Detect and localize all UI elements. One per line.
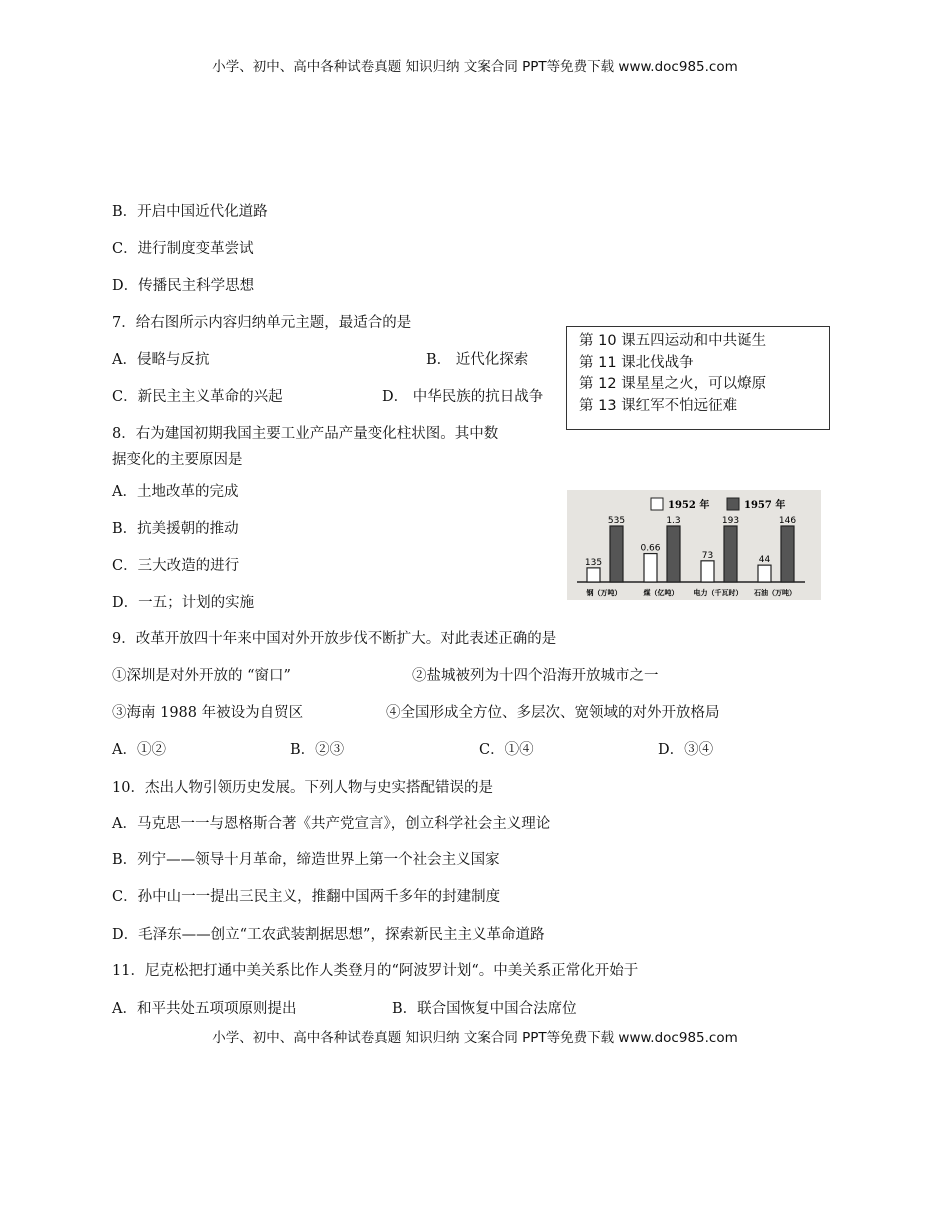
q8-option-d: D．一五；计划的实施	[112, 595, 255, 611]
legend-swatch-1952	[651, 498, 663, 510]
q9-option-a: A．①②	[112, 742, 166, 758]
q9-statement-1: ①深圳是对外开放的 “窗口”	[112, 668, 291, 684]
q11-stem: 11．尼克松把打通中美关系比作人类登月的“阿波罗计划“。中美关系正常化开始于	[112, 963, 639, 979]
legend-swatch-1957	[727, 498, 739, 510]
q6-option-d: D．传播民主科学思想	[112, 278, 255, 294]
q10-option-c: C．孙中山一一提出三民主义，推翻中国两千多年的封建制度	[112, 889, 501, 905]
category-label: 电力（千瓦时）	[693, 589, 743, 597]
lesson-item: 第 11 课北伐战争	[579, 354, 694, 371]
chart-svg	[567, 490, 821, 600]
q9-option-c: C．①④	[479, 742, 534, 758]
q9-option-d: D．③④	[658, 742, 714, 758]
bar-value-label: 73	[701, 550, 714, 561]
bar-1952	[644, 554, 657, 582]
q10-option-d: D．毛泽东——创立“工农武装割据思想”，探索新民主主义革命道路	[112, 927, 545, 943]
page-footer: 小学、初中、高中各种试卷真题 知识归纳 文案合同 PPT等免费下载 www.doc985.com	[212, 1030, 738, 1046]
q10-stem: 10．杰出人物引领历史发展。下列人物与史实搭配错误的是	[112, 780, 493, 796]
bar-1952	[701, 561, 714, 582]
q11-option-b: B．联合国恢复中国合法席位	[392, 1001, 577, 1017]
bar-1957	[781, 526, 794, 582]
q9-stem: 9．改革开放四十年来中国对外开放步伐不断扩大。对此表述正确的是	[112, 631, 557, 647]
q7-option-c: C．新民主主义革命的兴起	[112, 389, 283, 405]
q6-option-c: C．进行制度变革尝试	[112, 241, 254, 257]
q8-option-a: A．土地改革的完成	[112, 484, 239, 500]
q7-lesson-box	[566, 326, 830, 430]
bar-1957	[610, 526, 623, 582]
q9-statement-3: ③海南 1988 年被设为自贸区	[112, 705, 304, 721]
q8-option-c: C．三大改造的进行	[112, 558, 240, 574]
lesson-item: 第 12 课星星之火，可以燎原	[579, 376, 767, 392]
bar-value-label: 0.66	[640, 543, 661, 554]
q10-option-a: A．马克思一一与恩格斯合著《共产党宣言》，创立科学社会主义理论	[112, 816, 551, 832]
bar-value-label: 44	[758, 555, 771, 566]
legend-label-1952: 1952 年	[668, 500, 710, 511]
q9-statement-4: ④全国形成全方位、多层次、宽领域的对外开放格局	[386, 705, 720, 721]
bar-1952	[587, 568, 600, 582]
bar-1957	[667, 526, 680, 582]
q7-option-a: A．侵略与反抗	[112, 352, 210, 368]
production-bar-chart	[567, 490, 821, 600]
bar-value-label: 193	[721, 516, 740, 526]
bar-1957	[724, 526, 737, 582]
bar-value-label: 535	[607, 516, 626, 526]
q8-stem-line2: 据变化的主要原因是	[112, 452, 243, 468]
bar-value-label: 146	[778, 516, 797, 526]
q8-option-b: B．抗美援朝的推动	[112, 521, 239, 537]
category-label: 石油（万吨）	[754, 589, 796, 597]
q7-option-b: B． 近代化探索	[426, 352, 529, 368]
bar-value-label: 1.3	[666, 516, 681, 526]
q9-statement-2: ②盐城被列为十四个沿海开放城市之一	[412, 668, 659, 684]
lesson-item: 第 13 课红军不怕远征难	[579, 397, 738, 414]
page-header: 小学、初中、高中各种试卷真题 知识归纳 文案合同 PPT等免费下载 www.doc985.com	[212, 59, 738, 75]
lesson-item: 第 10 课五四运动和中共诞生	[579, 333, 767, 349]
q6-option-b: B．开启中国近代化道路	[112, 204, 268, 220]
bar-value-label: 135	[584, 557, 603, 568]
category-label: 钢（万吨）	[586, 589, 622, 597]
q7-option-d: D． 中华民族的抗日战争	[382, 389, 544, 405]
q8-stem-line1: 8．右为建国初期我国主要工业产品产量变化柱状图。其中数	[112, 426, 499, 442]
q7-stem: 7．给右图所示内容归纳单元主题，最适合的是	[112, 315, 412, 331]
q10-option-b: B．列宁——领导十月革命，缔造世界上第一个社会主义国家	[112, 852, 500, 868]
legend-label-1957: 1957 年	[744, 500, 786, 511]
bar-1952	[758, 565, 771, 582]
q9-option-b: B．②③	[290, 742, 345, 758]
category-label: 煤（亿吨）	[643, 589, 679, 597]
q11-option-a: A．和平共处五项项原则提出	[112, 1001, 297, 1017]
